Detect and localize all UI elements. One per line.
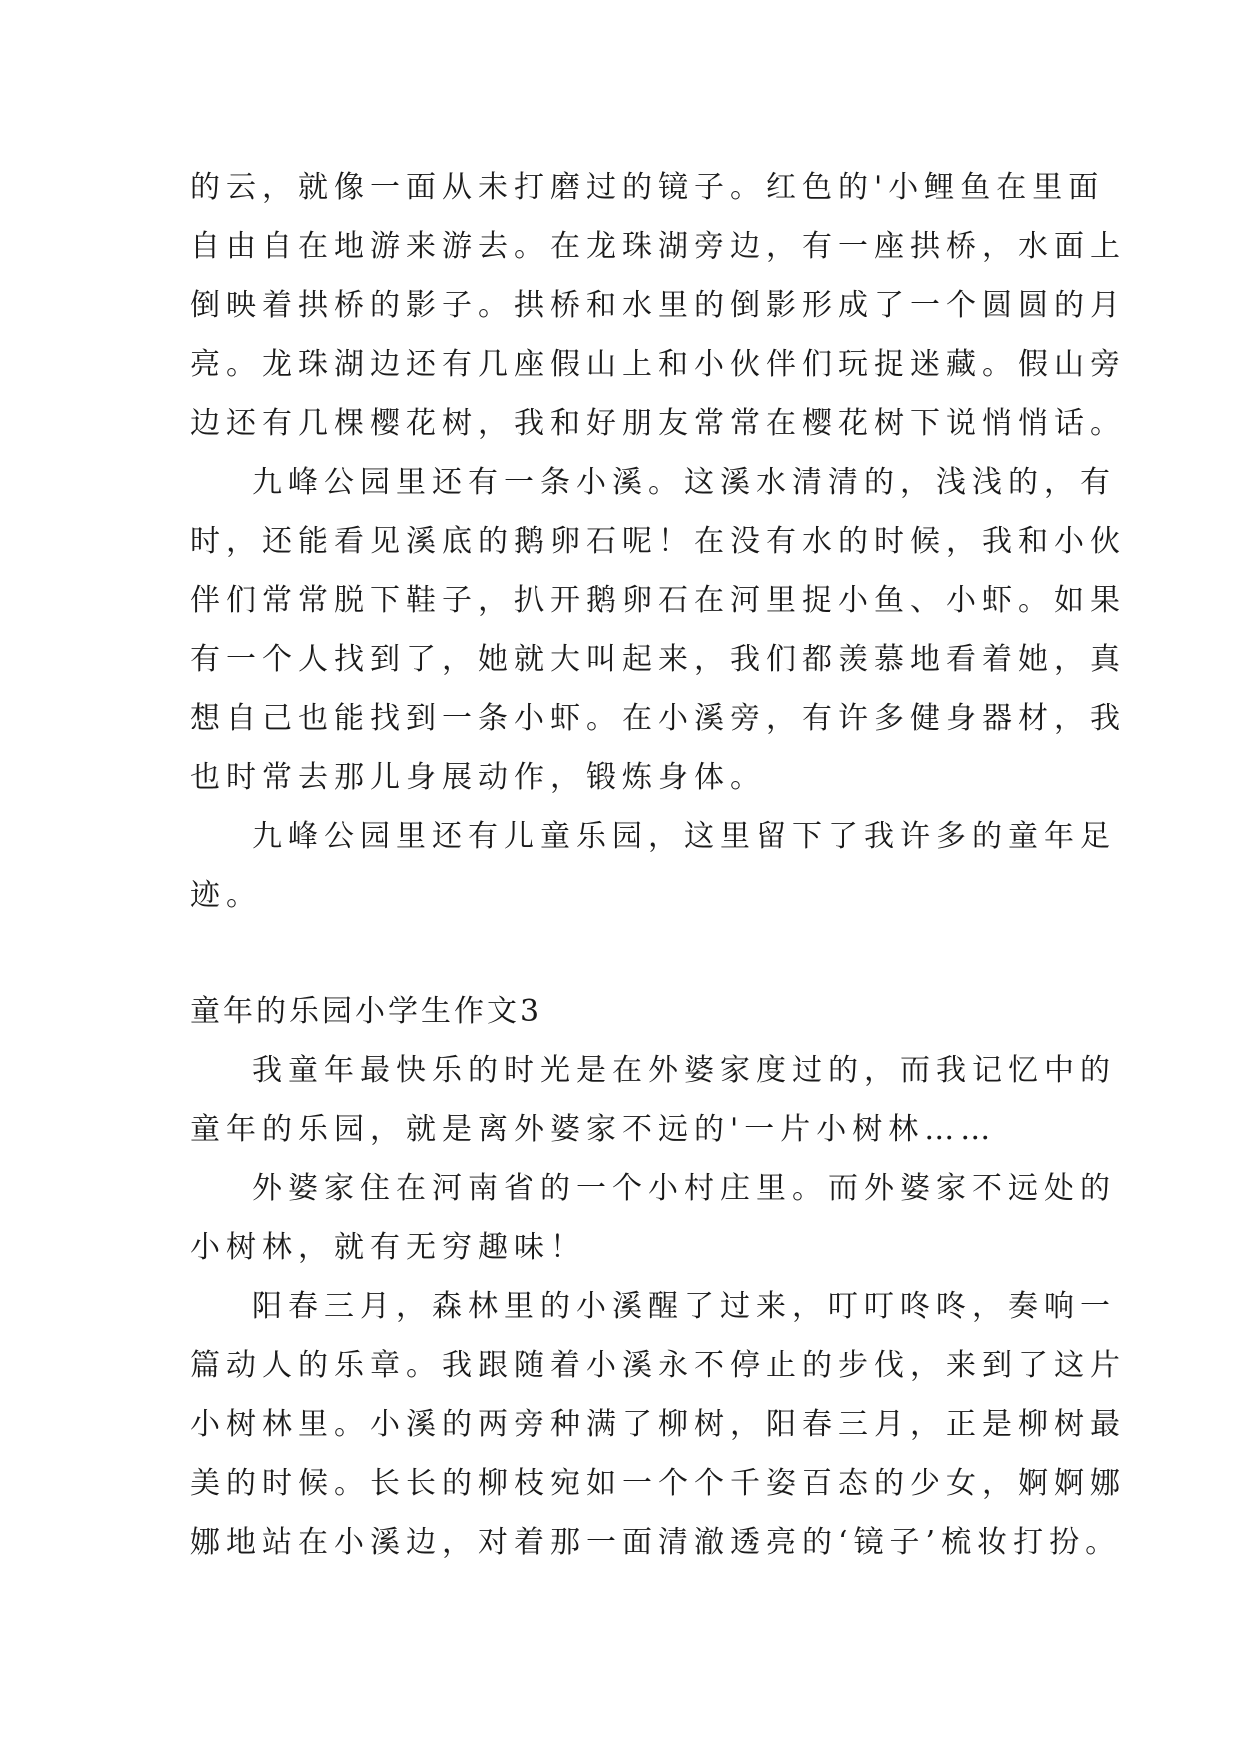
text-line: 美的时候。长长的柳枝宛如一个个千姿百态的少女，婀婀娜 (190, 1466, 1126, 1501)
paragraph-spring (190, 1277, 1126, 1572)
text-line: 伴们常常脱下鞋子，扒开鹅卵石在河里捉小鱼、小虾。如果 (190, 583, 1126, 618)
text-line: 娜地站在小溪边，对着那一面清澈透亮的‘镜子’梳妆打扮。 (190, 1525, 1122, 1560)
text-line: 九峰公园里还有一条小溪。这溪水清清的，浅浅的，有 (252, 465, 1116, 500)
text-line: 的云，就像一面从未打磨过的镜子。红色的'小鲤鱼在里面 (190, 170, 1105, 205)
paragraph-village (190, 1159, 1116, 1277)
document-body (190, 158, 1126, 1572)
text-line: 童年的乐园，就是离外婆家不远的'一片小树林…… (190, 1112, 997, 1147)
text-line: 也时常去那儿身展动作，锻炼身体。 (190, 760, 766, 795)
text-line: 倒映着拱桥的影子。拱桥和水里的倒影形成了一个圆圆的月 (190, 288, 1126, 323)
section-spacer (190, 925, 1060, 982)
paragraph-lake (190, 158, 1126, 453)
text-line: 有一个人找到了，她就大叫起来，我们都羡慕地看着她，真 (190, 642, 1126, 677)
essay-heading: 童年的乐园小学生作文3 (190, 994, 543, 1029)
text-line: 小树林里。小溪的两旁种满了柳树，阳春三月，正是柳树最 (190, 1407, 1126, 1442)
text-line: 自由自在地游来游去。在龙珠湖旁边，有一座拱桥，水面上 (190, 229, 1126, 264)
text-line: 九峰公园里还有儿童乐园，这里留下了我许多的童年足 (252, 819, 1116, 854)
paragraph-intro (190, 1041, 1116, 1159)
text-line: 想自己也能找到一条小虾。在小溪旁，有许多健身器材，我 (190, 701, 1126, 736)
text-line: 亮。龙珠湖边还有几座假山上和小伙伴们玩捉迷藏。假山旁 (190, 347, 1126, 382)
text-line: 阳春三月，森林里的小溪醒了过来，叮叮咚咚，奏响一 (252, 1289, 1116, 1324)
text-line: 小树林，就有无穷趣味！ (190, 1230, 586, 1265)
paragraph-stream (190, 453, 1126, 807)
text-line: 迹。 (190, 878, 262, 913)
paragraph-playground (190, 807, 1116, 925)
text-line: 时，还能看见溪底的鹅卵石呢！在没有水的时候，我和小伙 (190, 524, 1126, 559)
text-line: 我童年最快乐的时光是在外婆家度过的，而我记忆中的 (252, 1053, 1116, 1088)
text-line: 边还有几棵樱花树，我和好朋友常常在樱花树下说悄悄话。 (190, 406, 1126, 441)
text-line: 外婆家住在河南省的一个小村庄里。而外婆家不远处的 (252, 1171, 1116, 1206)
text-line: 篇动人的乐章。我跟随着小溪永不停止的步伐，来到了这片 (190, 1348, 1126, 1383)
